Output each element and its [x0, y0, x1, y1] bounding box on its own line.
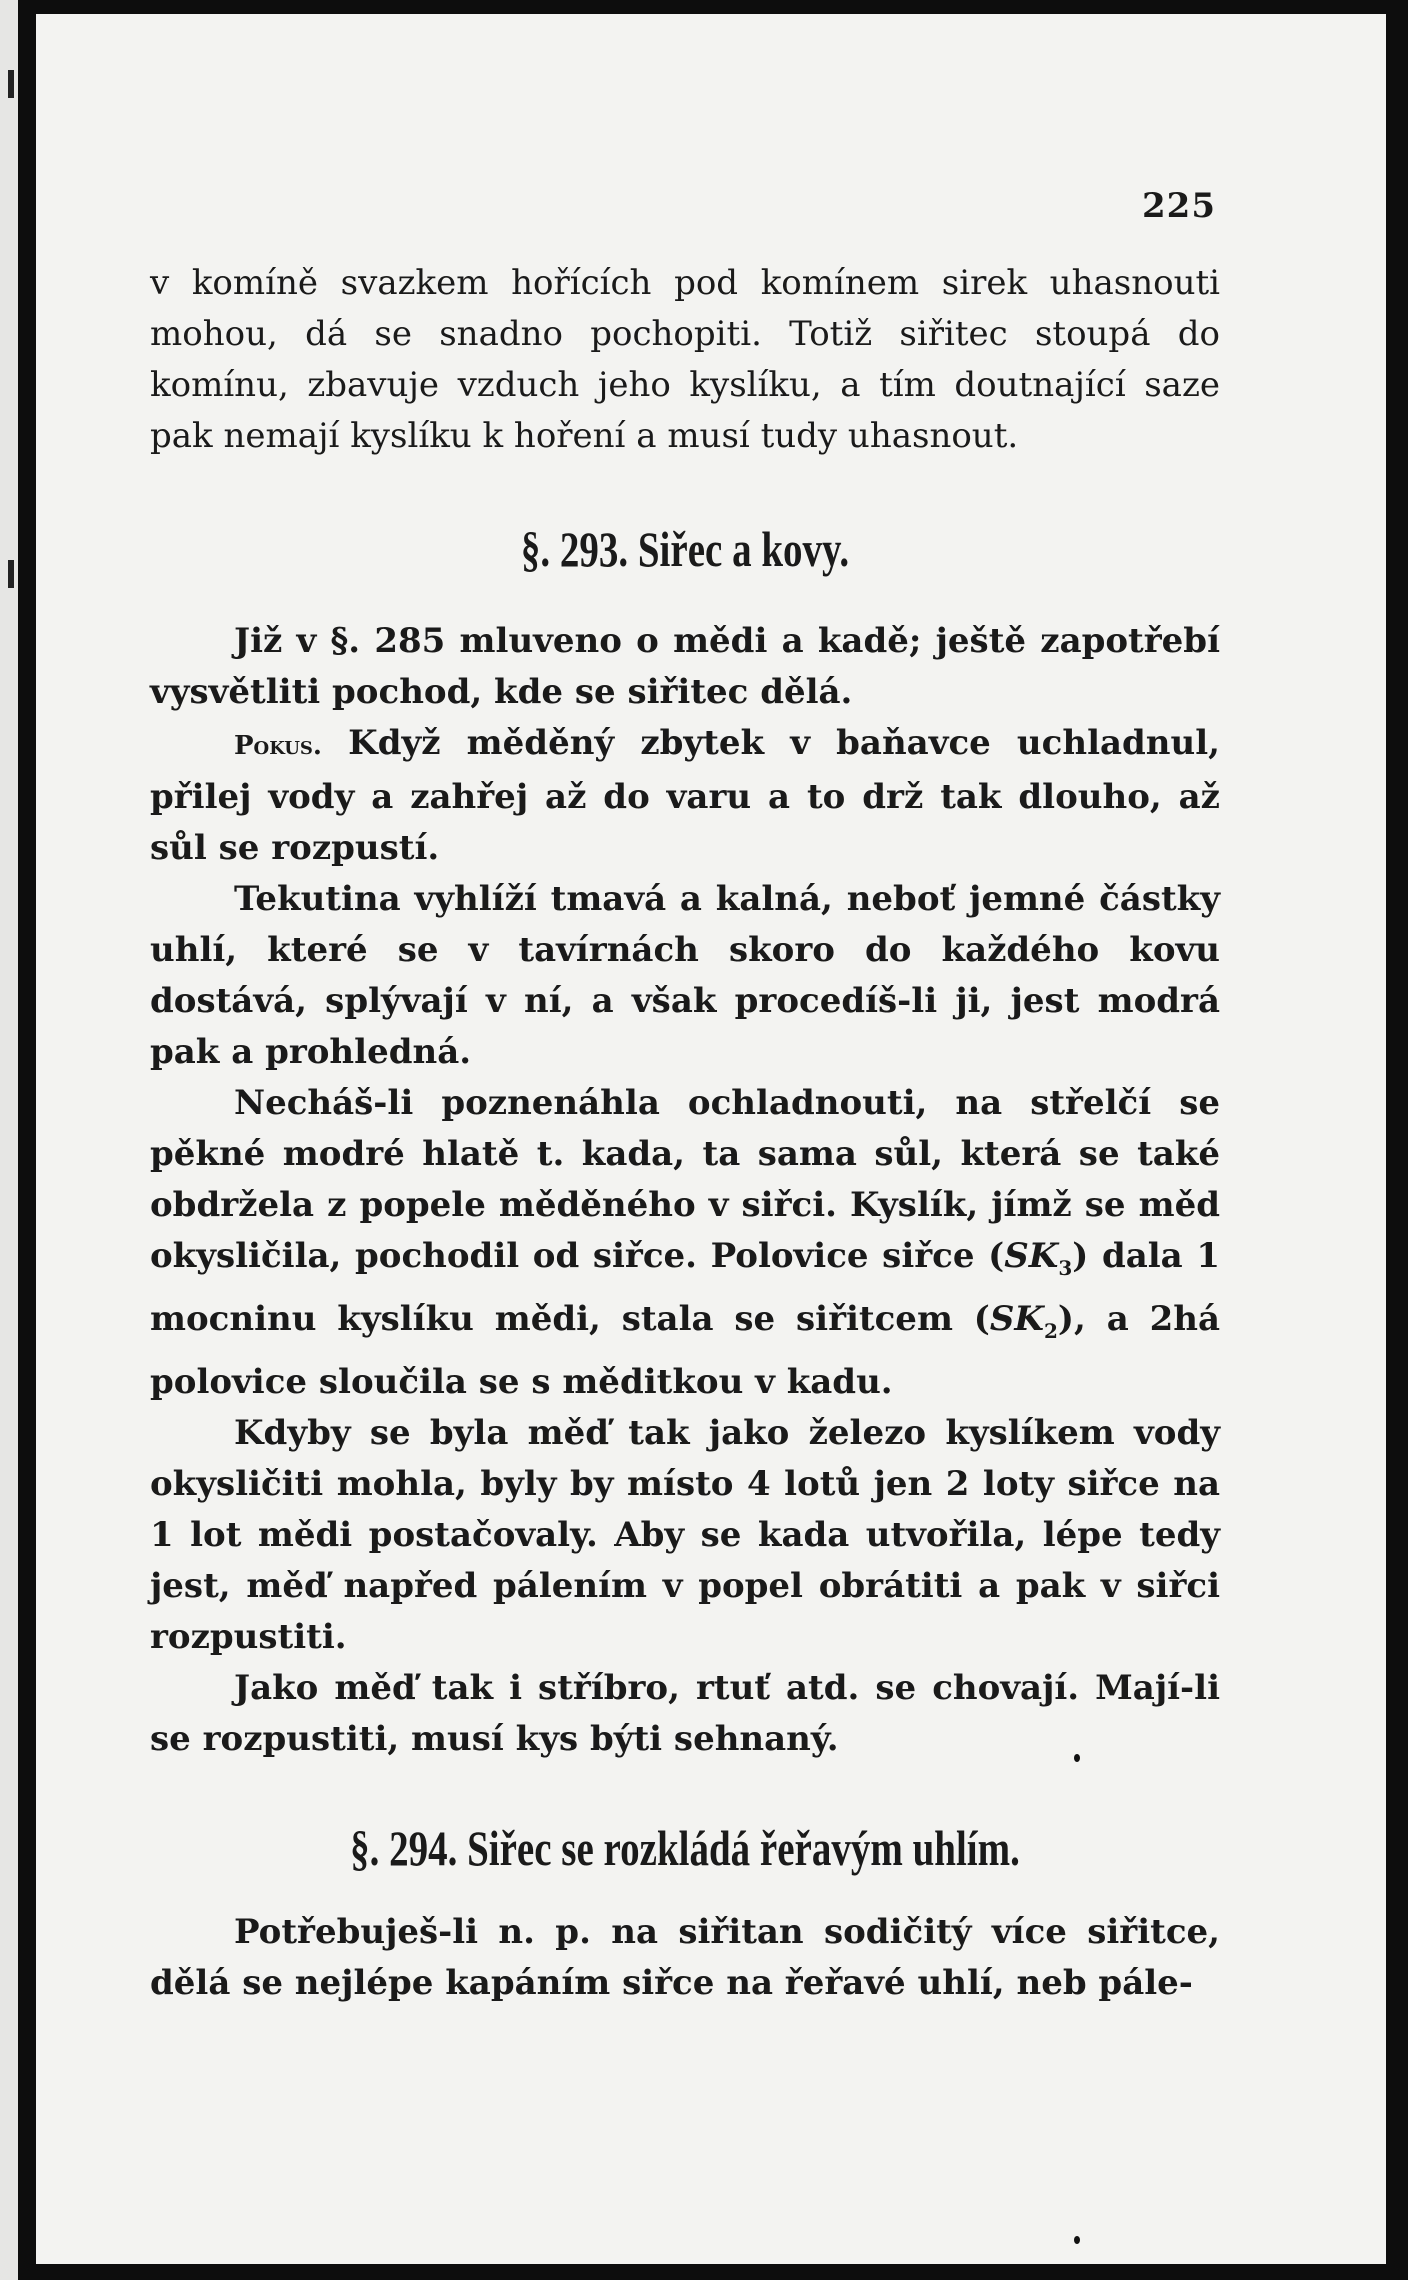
paragraph-text: ), a 2há polovice sloučila se s měditkou v kadu.: [150, 1298, 1220, 1402]
adjacent-page-strip: [0, 0, 18, 2280]
paragraph: Již v §. 285 mluveno o mědi a kadě; ještě zapotřebí vysvětliti pochod, kde se siřitec dělá.: [150, 621, 1220, 712]
paragraph: Potřebuješ-li n. p. na siřitan sodičitý více siřitce, dělá se nejlépe kapáním siřce na řeřavé uhlí, neb pále-: [150, 1911, 1220, 2003]
paragraph: Jako měď tak i stříbro, rtuť atd. se chovají. Mají-li se rozpustiti, musí kys býti sehnaný.: [150, 1667, 1220, 1759]
paragraph-text: Necháš-li poznenáhla ochladnouti, na střelčí se pěkné modré hlatě t. kada, ta sama sůl, která se také obdržela z popele měděného v siřci. Kyslík, jímž se měd okysličila, pochodil od siřce. Polovice siřce (: [150, 1083, 1220, 1276]
paragraph-chemistry: [150, 1078, 1220, 1408]
paragraph-lead: Pokus.: [234, 731, 322, 761]
page-body: [150, 258, 1220, 2009]
chemical-formula: SK: [1004, 1236, 1059, 1276]
formula-subscript: 3: [1058, 1255, 1073, 1280]
section-heading-293: §. 293. Siřec a kovy.: [520, 521, 850, 577]
book-page: [36, 14, 1386, 2264]
paragraph-pokus: [150, 718, 1220, 874]
chemical-formula: SK: [989, 1298, 1044, 1339]
section-heading-294: §. 294. Siřec se rozkládá řeřavým uhlím.: [350, 1819, 1020, 1876]
page-number: 225: [1142, 186, 1216, 226]
strip-mark: [8, 70, 14, 98]
ink-speck: [1074, 2236, 1080, 2244]
paragraph: Kdyby se byla měď tak jako železo kyslíkem vody okysličiti mohla, byly by místo 4 lotů jen 2 loty siřce na 1 lot mědi postačovaly. Aby se kada utvořila, lépe tedy jest, měď napřed pálením v popel obrátiti a pak v siřci rozpustiti.: [150, 1412, 1220, 1657]
strip-mark: [8, 560, 14, 588]
ink-speck: [1074, 1754, 1080, 1762]
paragraph: Tekutina vyhlíží tmavá a kalná, neboť jemné částky uhlí, které se v tavírnách skoro do každého kovu dostává, splývají v ní, a však procedíš-li ji, jest modrá pak a prohledná.: [150, 879, 1220, 1072]
formula-subscript: 2: [1043, 1318, 1058, 1343]
paragraph-text: ) dala 1 mocninu kyslíku mědi, stala se siřitcem (: [150, 1236, 1220, 1339]
paragraph-intro: v komíně svazkem hořících pod komínem sirek uhasnouti mohou, dá se snadno pochopiti. Totiž siřitec stoupá do komínu, zbavuje vzduch jeho kyslíku, a tím doutnající saze pak nemají kyslíku k hoření a musí tudy uhasnout.: [150, 263, 1220, 456]
paragraph-text: Když měděný zbytek v baňavce uchladnul, přilej vody a zahřej až do varu a to drž tak dlouho, až sůl se rozpustí.: [150, 723, 1220, 868]
